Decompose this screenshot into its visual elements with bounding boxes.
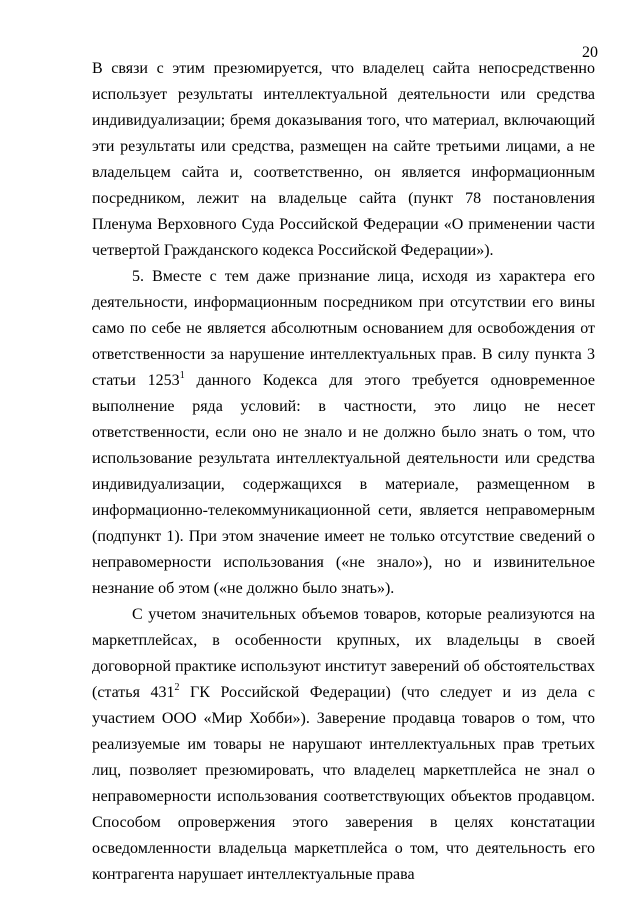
paragraph-2-text-a: 5. Вместе с тем даже признание лица, исходя из характера его деятельности, информационным посредником при отсутствии его вины само по себе не является абсолютным основанием для освобождения от ответственности за нарушение интеллектуальных прав. В силу пункта 3 статьи 1253 (92, 268, 595, 389)
paragraph-3-superscript: 2 (174, 681, 180, 693)
paragraph-2-text-b: данного Кодекса для этого требуется одновременное выполнение ряда условий: в частности, это лицо не несет ответственности, если оно не знало и не должно было знать о том, что использование результата интеллектуальной деятельности или средства индивидуализации, содержащихся в материале, размещенном в информационно-телекоммуникационной сети, является неправомерным (подпункт 1). При этом значение имеет не только отсутствие сведений о неправомерности использования («не знало»), но и извинительное незнание об этом («не должно было знать»). (92, 372, 595, 597)
paragraph-2 (92, 264, 595, 602)
paragraph-3 (92, 602, 595, 888)
document-body (92, 56, 595, 888)
paragraph-3-text-b: ГК Российской Федерации) (что следует и из дела с участием ООО «Мир Хобби»). Заверение продавца товаров о том, что реализуемые им товары не нарушают интеллектуальных прав третьих лиц, позволяет презюмировать, что владелец маркетплейса не знал о неправомерности использования соответствующих объектов продавцом. Способом опровержения этого заверения в целях констатации осведомленности владельца маркетплейса о том, что деятельность его контрагента нарушает интеллектуальные права (92, 684, 596, 883)
page-number: 20 (582, 44, 598, 61)
paragraph-2-superscript: 1 (179, 369, 185, 381)
paragraph-1: В связи с этим презюмируется, что владелец сайта непосредственно использует результаты интеллектуальной деятельности или средства индивидуализации; бремя доказывания того, что материал, включающий эти результаты или средства, размещен на сайте третьими лицами, а не владельцем сайта и, соответственно, он является информационным посредником, лежит на владельце сайта (пункт 78 постановления Пленума Верховного Суда Российской Федерации «О применении части четвертой Гражданского кодекса Российской Федерации»). (92, 60, 595, 259)
paragraph-3-text-a: С учетом значительных объемов товаров, которые реализуются на маркетплейсах, в особенности крупных, их владельцы в своей договорной практике используют институт заверений об обстоятельствах (статья 431 (92, 606, 595, 701)
